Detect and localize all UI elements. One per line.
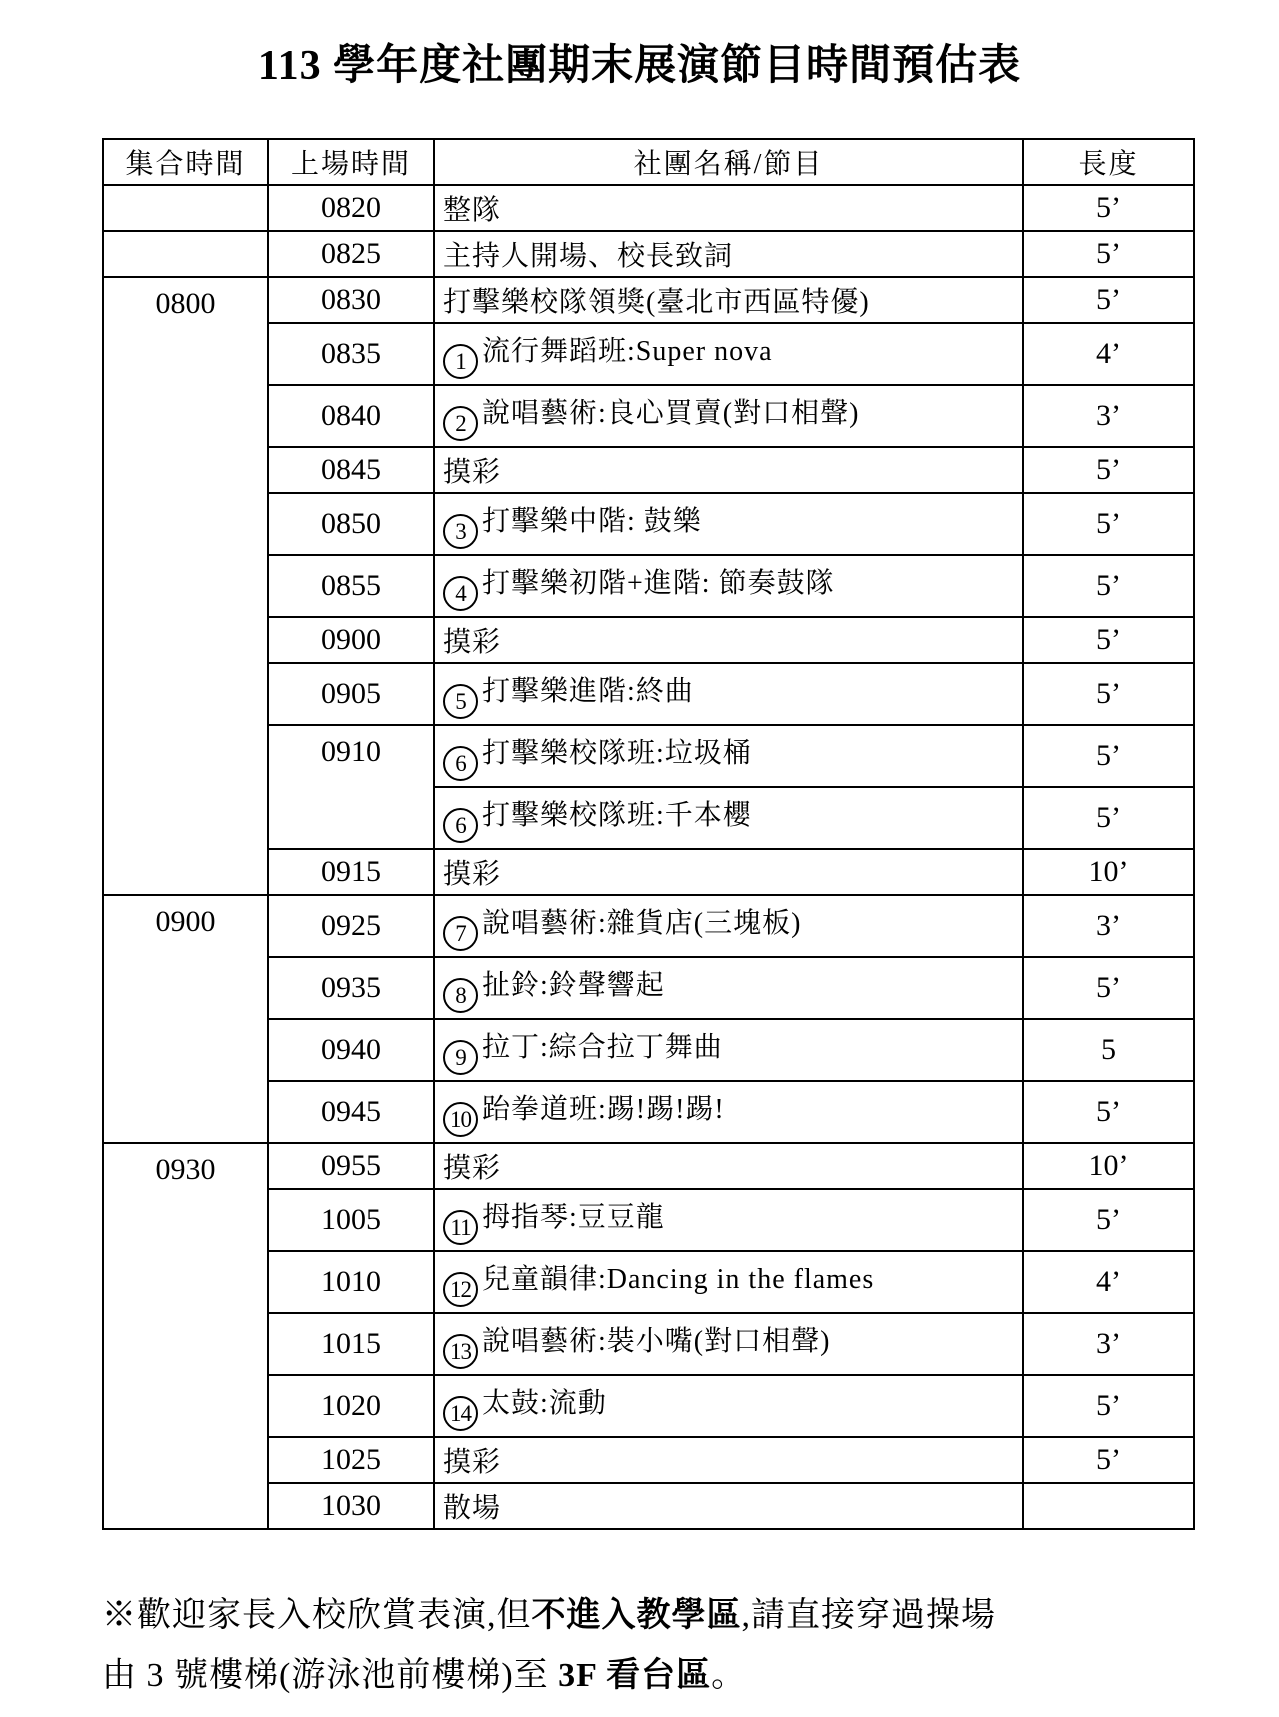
program-cell bbox=[434, 277, 1023, 323]
start-time-cell: 0955 bbox=[268, 1143, 434, 1189]
program-name: 打擊樂校隊領獎(臺北市西區特優) bbox=[443, 287, 870, 318]
duration-cell: 5’ bbox=[1023, 555, 1194, 617]
table-row bbox=[103, 895, 1194, 957]
start-time-cell: 0945 bbox=[268, 1081, 434, 1143]
program-cell bbox=[434, 447, 1023, 493]
program-number-badge: 13 bbox=[443, 1334, 478, 1369]
page-title: 113 學年度社團期末展演節目時間預估表 bbox=[257, 43, 1022, 89]
program-name: 跆拳道班:踢!踢!踢! bbox=[482, 1093, 725, 1125]
table-row bbox=[103, 185, 1194, 231]
program-number-badge: 4 bbox=[443, 576, 478, 611]
start-time-cell: 0855 bbox=[268, 555, 434, 617]
duration-cell: 5’ bbox=[1023, 493, 1194, 555]
assembly-time-cell: 0800 bbox=[103, 277, 268, 895]
program-name: 摸彩 bbox=[443, 627, 502, 658]
program-name: 打擊樂校隊班:垃圾桶 bbox=[482, 737, 752, 769]
program-cell bbox=[434, 1251, 1023, 1313]
start-time-cell: 1025 bbox=[268, 1437, 434, 1483]
program-cell bbox=[434, 1081, 1023, 1143]
start-time-cell: 0925 bbox=[268, 895, 434, 957]
duration-cell: 3’ bbox=[1023, 385, 1194, 447]
program-number-badge: 8 bbox=[443, 978, 478, 1013]
program-name: 兒童韻律:Dancing in the flames bbox=[482, 1263, 875, 1295]
start-time-cell: 0840 bbox=[268, 385, 434, 447]
program-cell bbox=[434, 555, 1023, 617]
program-name: 說唱藝術:裝小嘴(對口相聲) bbox=[482, 1325, 831, 1357]
footer-text: 。 bbox=[711, 1656, 747, 1694]
program-cell bbox=[434, 1483, 1023, 1529]
start-time-cell: 1015 bbox=[268, 1313, 434, 1375]
column-header-start-time: 上場時間 bbox=[268, 139, 434, 185]
duration-cell: 5’ bbox=[1023, 1189, 1194, 1251]
assembly-time-cell: 0930 bbox=[103, 1143, 268, 1529]
duration-cell: 3’ bbox=[1023, 1313, 1194, 1375]
duration-cell: 3’ bbox=[1023, 895, 1194, 957]
program-cell bbox=[434, 231, 1023, 277]
footer-bold-text: 3F 看台區 bbox=[558, 1656, 712, 1694]
program-name: 說唱藝術:良心買賣(對口相聲) bbox=[482, 397, 860, 429]
program-cell bbox=[434, 1189, 1023, 1251]
start-time-cell: 0835 bbox=[268, 323, 434, 385]
start-time-cell: 0850 bbox=[268, 493, 434, 555]
duration-cell: 5’ bbox=[1023, 1081, 1194, 1143]
footer-bold-text: 不進入教學區 bbox=[531, 1597, 742, 1634]
duration-cell: 5’ bbox=[1023, 957, 1194, 1019]
program-name: 主持人開場、校長致詞 bbox=[443, 241, 734, 272]
program-name: 摸彩 bbox=[443, 859, 502, 890]
program-cell bbox=[434, 1375, 1023, 1437]
program-name: 拇指琴:豆豆龍 bbox=[482, 1201, 665, 1233]
duration-cell: 4’ bbox=[1023, 1251, 1194, 1313]
duration-cell: 5’ bbox=[1023, 231, 1194, 277]
program-number-badge: 9 bbox=[443, 1040, 478, 1075]
program-cell bbox=[434, 957, 1023, 1019]
program-name: 打擊樂校隊班:千本櫻 bbox=[482, 799, 752, 831]
program-number-badge: 6 bbox=[443, 808, 478, 843]
table-row bbox=[103, 231, 1194, 277]
start-time-cell: 1005 bbox=[268, 1189, 434, 1251]
duration-cell: 5’ bbox=[1023, 447, 1194, 493]
program-cell bbox=[434, 385, 1023, 447]
program-cell bbox=[434, 663, 1023, 725]
program-cell bbox=[434, 1313, 1023, 1375]
start-time-cell: 0940 bbox=[268, 1019, 434, 1081]
column-header-program: 社團名稱/節目 bbox=[434, 139, 1023, 185]
start-time-cell: 1010 bbox=[268, 1251, 434, 1313]
program-number-badge: 1 bbox=[443, 344, 478, 379]
schedule-table-head bbox=[103, 139, 1194, 185]
program-number-badge: 10 bbox=[443, 1102, 478, 1137]
program-name: 拉丁:綜合拉丁舞曲 bbox=[482, 1031, 723, 1063]
duration-cell bbox=[1023, 1483, 1194, 1529]
program-name: 整隊 bbox=[443, 195, 502, 226]
program-cell bbox=[434, 849, 1023, 895]
column-header-assembly-time: 集合時間 bbox=[103, 139, 268, 185]
program-cell bbox=[434, 493, 1023, 555]
program-number-badge: 2 bbox=[443, 406, 478, 441]
program-cell bbox=[434, 1437, 1023, 1483]
duration-cell: 5’ bbox=[1023, 787, 1194, 849]
footer-text: ※歡迎家長入校欣賞表演,但 bbox=[102, 1597, 532, 1634]
start-time-cell: 0935 bbox=[268, 957, 434, 1019]
start-time-cell: 1030 bbox=[268, 1483, 434, 1529]
start-time-cell: 0825 bbox=[268, 231, 434, 277]
schedule-table bbox=[102, 138, 1195, 1530]
program-name: 太鼓:流動 bbox=[482, 1387, 607, 1419]
assembly-time-cell: 0900 bbox=[103, 895, 268, 1143]
program-cell bbox=[434, 895, 1023, 957]
program-name: 打擊樂中階: 鼓樂 bbox=[482, 505, 702, 537]
program-number-badge: 7 bbox=[443, 916, 478, 951]
program-name: 說唱藝術:雜貨店(三塊板) bbox=[482, 907, 802, 939]
duration-cell: 5’ bbox=[1023, 1375, 1194, 1437]
program-name: 摸彩 bbox=[443, 1447, 502, 1478]
program-cell bbox=[434, 185, 1023, 231]
footer-note bbox=[102, 1586, 1212, 1705]
program-cell bbox=[434, 617, 1023, 663]
duration-cell: 4’ bbox=[1023, 323, 1194, 385]
footer-text: ,請直接穿過操場 bbox=[741, 1597, 996, 1634]
program-cell bbox=[434, 787, 1023, 849]
program-cell bbox=[434, 1143, 1023, 1189]
start-time-cell: 1020 bbox=[268, 1375, 434, 1437]
program-number-badge: 5 bbox=[443, 684, 478, 719]
schedule-table-body bbox=[103, 185, 1194, 1529]
program-name: 摸彩 bbox=[443, 1153, 502, 1184]
program-name: 打擊樂進階:終曲 bbox=[482, 675, 694, 707]
program-name: 打擊樂初階+進階: 節奏鼓隊 bbox=[482, 567, 835, 599]
table-row bbox=[103, 277, 1194, 323]
program-number-badge: 3 bbox=[443, 514, 478, 549]
program-number-badge: 6 bbox=[443, 746, 478, 781]
program-number-badge: 12 bbox=[443, 1272, 478, 1307]
program-name: 扯鈴:鈴聲響起 bbox=[482, 969, 665, 1001]
start-time-cell: 0910 bbox=[268, 725, 434, 849]
duration-cell: 10’ bbox=[1023, 1143, 1194, 1189]
start-time-cell: 0830 bbox=[268, 277, 434, 323]
duration-cell: 5’ bbox=[1023, 617, 1194, 663]
program-number-badge: 14 bbox=[443, 1396, 478, 1431]
duration-cell: 5’ bbox=[1023, 1437, 1194, 1483]
start-time-cell: 0820 bbox=[268, 185, 434, 231]
start-time-cell: 0905 bbox=[268, 663, 434, 725]
program-cell bbox=[434, 323, 1023, 385]
start-time-cell: 0915 bbox=[268, 849, 434, 895]
table-row bbox=[103, 1143, 1194, 1189]
program-cell bbox=[434, 725, 1023, 787]
duration-cell: 5 bbox=[1023, 1019, 1194, 1081]
duration-cell: 5’ bbox=[1023, 725, 1194, 787]
footer-text: 由 3 號樓梯(游泳池前樓梯)至 bbox=[102, 1656, 559, 1694]
footer-line bbox=[102, 1586, 1212, 1646]
program-name: 散場 bbox=[443, 1493, 502, 1524]
footer-line bbox=[102, 1646, 1212, 1706]
assembly-time-cell bbox=[103, 185, 268, 231]
program-name: 流行舞蹈班:Super nova bbox=[482, 335, 773, 367]
start-time-cell: 0900 bbox=[268, 617, 434, 663]
start-time-cell: 0845 bbox=[268, 447, 434, 493]
duration-cell: 5’ bbox=[1023, 185, 1194, 231]
assembly-time-cell bbox=[103, 231, 268, 277]
duration-cell: 5’ bbox=[1023, 663, 1194, 725]
duration-cell: 5’ bbox=[1023, 277, 1194, 323]
program-number-badge: 11 bbox=[443, 1210, 478, 1245]
program-name: 摸彩 bbox=[443, 457, 502, 488]
column-header-duration: 長度 bbox=[1023, 139, 1194, 185]
header-row bbox=[103, 139, 1194, 185]
duration-cell: 10’ bbox=[1023, 849, 1194, 895]
program-cell bbox=[434, 1019, 1023, 1081]
